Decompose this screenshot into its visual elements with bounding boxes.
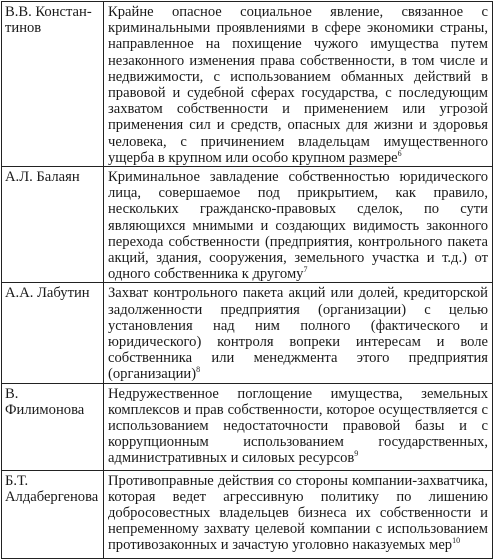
definition-text: Недружественное поглощение имущества, земельных комплексов и прав собственности, которое осуществляется с использованием недостаточности правовой базы и с коррупционным использованием государственных, административных и силовых ресурсов — [108, 385, 488, 467]
definition-cell — [104, 167, 493, 283]
author-cell — [2, 470, 104, 558]
definition-text: Криминальное завладение собственностью юридического лица, совершаемое под прикрытием, как правило, нескольких гражданско-правовых сделок, по сути являющихся мнимыми и создающих видимость законного перехода собственности (предприятия, контрольного пакета акций, здания, сооружения, земельного участка и т.д.) от одного собственника к другому — [108, 169, 488, 283]
author-name: А.Л. Балаян — [5, 169, 80, 186]
author-name: Б.Т. Алдабергенова — [5, 472, 99, 505]
table-row — [2, 283, 493, 383]
definition-cell — [104, 470, 493, 558]
definition-text: Противоправные действия со стороны компании-захватчика, которая ведет агрессивную политику по лишению добросовестных владельцев бизнеса их собственности и непременному захвату целевой компании с использованием противозаконных и зачастую уголовно наказуемых мер — [108, 472, 488, 554]
footnote-marker: 7 — [303, 265, 308, 275]
table-row — [2, 2, 493, 167]
definition-cell — [104, 2, 493, 167]
author-name: В. Филимонова — [5, 385, 85, 418]
table-row — [2, 167, 493, 283]
definition-text: Захват контрольного пакета акций или долей, кредиторской задолженности предприятия (организации) с целью установления над ним полного (фактического и юридического) контроля вопреки интересам и воле собственника или менеджмента этого предприятия (организации) — [108, 285, 488, 383]
author-cell — [2, 383, 104, 470]
definition-text: Крайне опасное социальное явление, связанное с криминальными проявлениями в сфере экономики страны, направленное на похищение чужого имущества путем незаконного изменения права собственности, в том числе и недвижимости, с использованием обманных действий в правовой и судебной сферах государства, с последующим захватом собственности и применением или угрозой применения сил и средств, опасных для жизни и здоровья человека, с причинением владельцам имущественного ущерба в крупном или особо крупном размере — [108, 4, 488, 166]
definition-cell — [104, 283, 493, 383]
author-name: А.А. Лабутин — [5, 285, 90, 302]
footnote-marker: 6 — [397, 148, 402, 158]
table-row — [2, 383, 493, 470]
table-row — [2, 470, 493, 558]
footnote-marker: 8 — [196, 365, 201, 375]
footnote-marker: 10 — [452, 536, 461, 546]
author-cell — [2, 2, 104, 167]
footnote-marker: 9 — [354, 449, 359, 459]
definition-cell — [104, 383, 493, 470]
author-name: В.В. Констан-тинов — [5, 4, 92, 37]
author-cell — [2, 167, 104, 283]
definitions-table — [1, 1, 493, 559]
author-cell — [2, 283, 104, 383]
